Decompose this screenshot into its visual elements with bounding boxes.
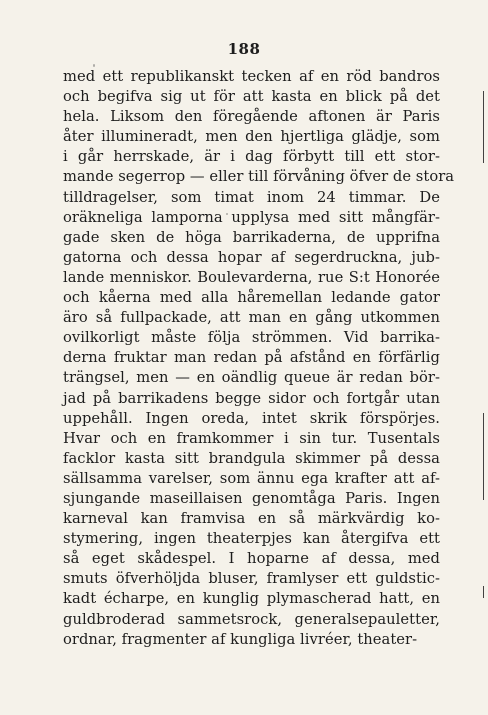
- text-line: åter illumineradt, men den hjertliga glädje, som: [63, 128, 440, 146]
- text-line: och kåerna med alla håremellan ledande gator: [63, 289, 440, 307]
- text-line: ordnar, fragmenter af kungliga livréer, theater-: [63, 630, 418, 648]
- text-line: uppehåll. Ingen oreda, intet skrik förspörjes.: [63, 409, 440, 427]
- text-line: med ett republikanskt tecken af en röd bandros: [63, 68, 440, 85]
- text-line: facklor kasta sitt brandgula skimmer på dessa: [63, 449, 440, 467]
- text-line: smuts öfverhöljda bluser, framlyser ett guldstic-: [63, 570, 440, 588]
- text-line: och begifva sig ut för att kasta en blick på det: [63, 88, 440, 106]
- text-line: sällsamma varelser, som ännu ega krafter att af-: [63, 469, 440, 487]
- page-edge-mark: [483, 413, 485, 500]
- text-line: hela. Liksom den föregående aftonen är Paris: [63, 108, 440, 126]
- text-line: gatorna och dessa hopar af segerdruckna, jub-: [63, 248, 440, 266]
- paper-speck: [93, 64, 95, 67]
- text-line: jad på barrikadens begge sidor och fortgår utan: [63, 389, 440, 407]
- text-line: stymering, ingen theaterpjes kan återgifva ett: [63, 530, 440, 548]
- text-line: i går herrskade, är i dag förbytt till ett stor-: [63, 148, 440, 166]
- text-line: gade sken de höga barrikaderna, de upprifna: [63, 228, 440, 246]
- page-edge-mark: [483, 91, 485, 163]
- text-line: lande menniskor. Boulevarderna, rue S:t Honorée: [63, 268, 440, 286]
- body-text: [63, 67, 455, 650]
- text-line: tilldragelser, som timat inom 24 timmar. De: [63, 188, 440, 206]
- text-line: guldbroderad sammetsrock, generalsepauletter,: [63, 610, 440, 628]
- text-line: trängsel, men — en oändlig queue är redan bör-: [63, 369, 440, 387]
- text-line: kadt écharpe, en kunglig plymascherad hatt, en: [63, 590, 440, 608]
- text-line: mande segerrop — eller till förvåning öfver de stora: [63, 168, 455, 186]
- text-line: oräkneliga lamporna upplysa med sitt mångfär-: [63, 208, 440, 226]
- text-line: karneval kan framvisa en så märkvärdig ko-: [63, 510, 440, 528]
- page-edge-mark: [483, 586, 485, 598]
- text-line: så eget skådespel. I hoparne af dessa, med: [63, 550, 440, 568]
- page-number: 188: [227, 40, 261, 58]
- text-line: ovilkorligt måste följa strömmen. Vid barrika-: [63, 329, 440, 347]
- text-line: äro så fullpackade, att man en gång utkommen: [63, 309, 440, 327]
- paper-speck: [226, 213, 228, 215]
- text-line: sjungande maseillaisen genomtåga Paris. Ingen: [63, 489, 440, 507]
- text-line: derna fruktar man redan på afstånd en förfärlig: [63, 349, 440, 367]
- text-line: Hvar och en framkommer i sin tur. Tusentals: [63, 429, 440, 447]
